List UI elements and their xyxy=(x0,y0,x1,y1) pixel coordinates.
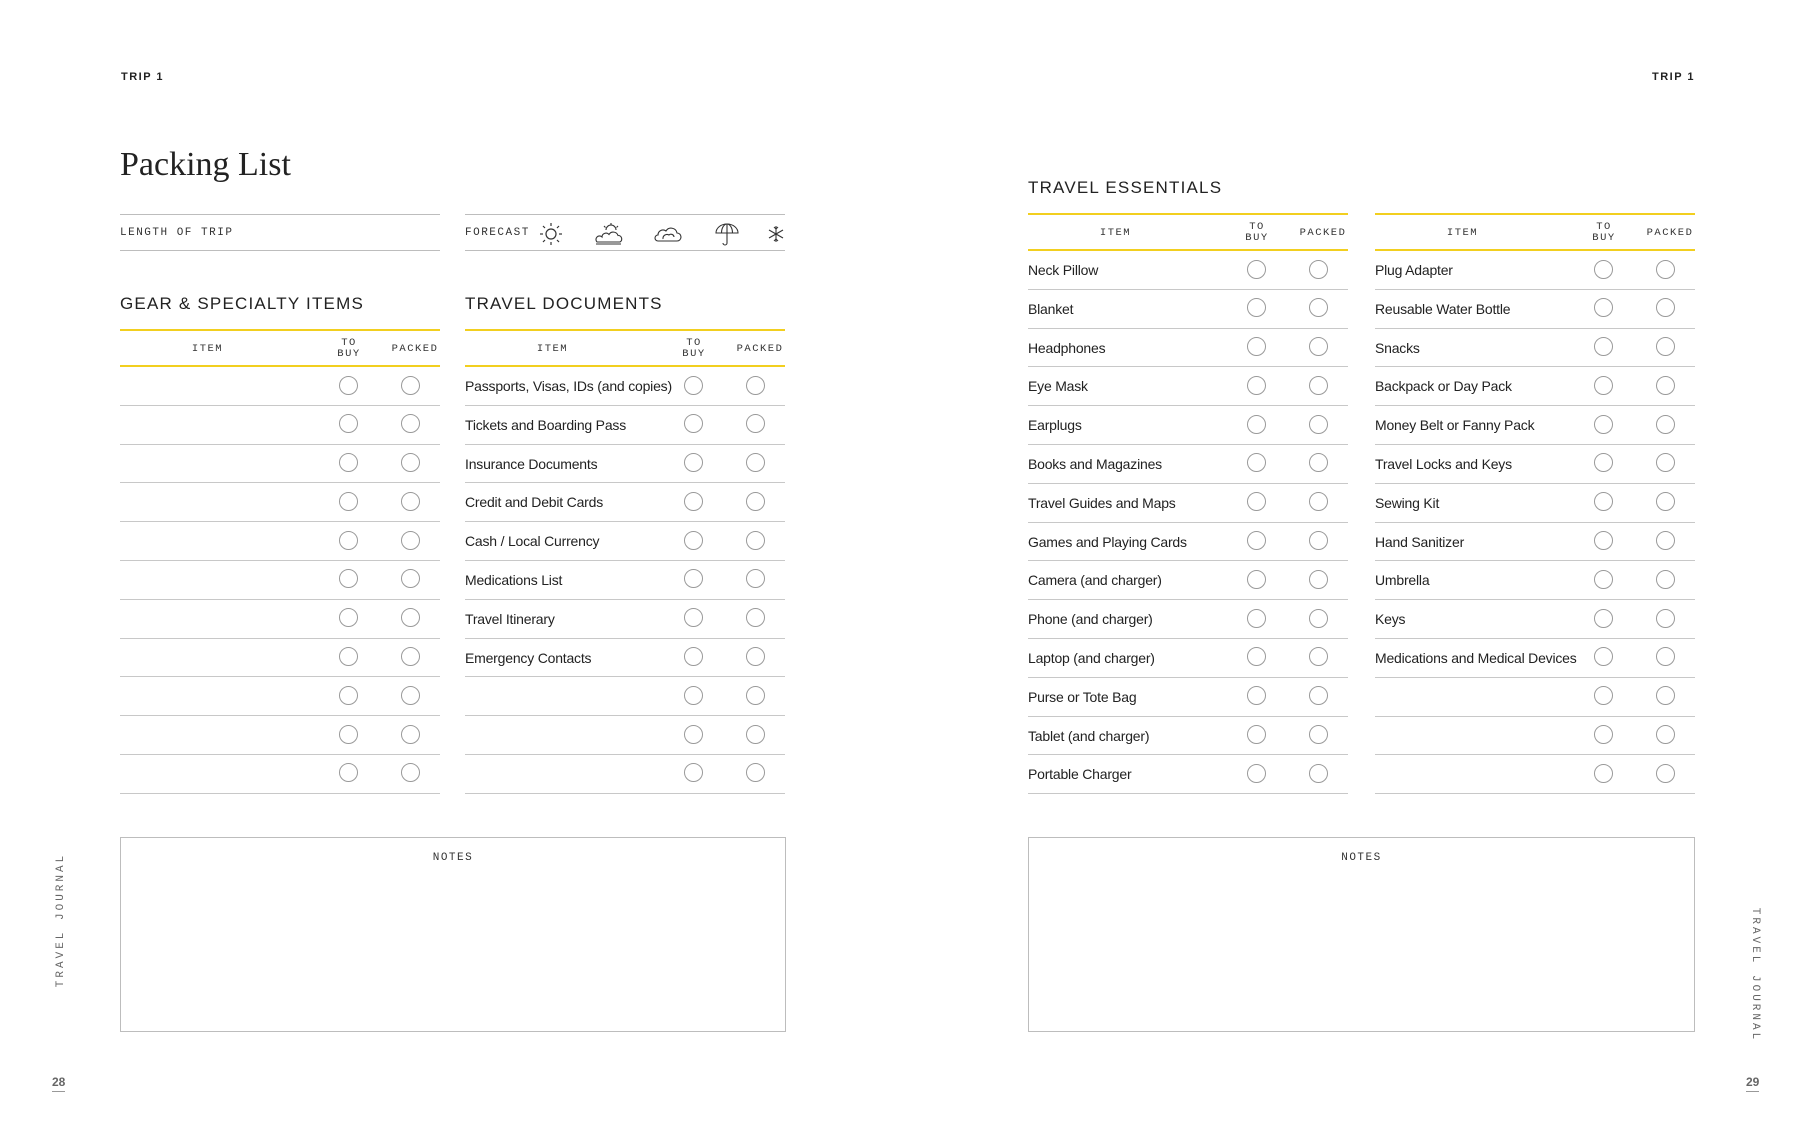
forecast-field xyxy=(465,214,785,251)
item-label[interactable]: Laptop (and charger) xyxy=(1028,649,1155,666)
table-row xyxy=(120,716,440,755)
to-buy-checkbox[interactable] xyxy=(684,414,703,433)
packed-checkbox[interactable] xyxy=(401,686,420,705)
packed-checkbox[interactable] xyxy=(1309,376,1328,395)
sun-icon[interactable] xyxy=(537,222,565,246)
table-row xyxy=(120,561,440,600)
table-row xyxy=(120,367,440,406)
table-row xyxy=(465,522,785,561)
essentials-left-rows xyxy=(1028,251,1348,794)
item-label[interactable]: Travel Locks and Keys xyxy=(1375,455,1512,472)
col-item-header: ITEM xyxy=(1099,227,1132,239)
item-label[interactable]: Travel Guides and Maps xyxy=(1028,494,1176,511)
packed-checkbox[interactable] xyxy=(401,453,420,472)
table-row xyxy=(1375,717,1695,756)
snowflake-icon[interactable] xyxy=(766,222,786,246)
table-row xyxy=(1375,639,1695,678)
to-buy-checkbox[interactable] xyxy=(1247,647,1266,666)
table-row xyxy=(1375,678,1695,717)
table-row xyxy=(1375,755,1695,794)
item-label[interactable]: Cash / Local Currency xyxy=(465,533,600,550)
item-label[interactable]: Purse or Tote Bag xyxy=(1028,688,1137,705)
length-of-trip-label: LENGTH OF TRIP xyxy=(120,227,234,239)
packed-checkbox[interactable] xyxy=(746,569,765,588)
table-row xyxy=(1375,523,1695,562)
to-buy-checkbox[interactable] xyxy=(1247,725,1266,744)
item-label[interactable]: Headphones xyxy=(1028,339,1106,356)
trip-header-left: TRIP 1 xyxy=(121,71,165,83)
table-row xyxy=(465,600,785,639)
to-buy-checkbox[interactable] xyxy=(1247,492,1266,511)
col-to-buy-header: TO BUY xyxy=(1245,221,1269,244)
to-buy-checkbox[interactable] xyxy=(1594,415,1613,434)
notes-label: NOTES xyxy=(432,852,474,864)
to-buy-checkbox[interactable] xyxy=(339,763,358,782)
packed-checkbox[interactable] xyxy=(1309,570,1328,589)
packed-checkbox[interactable] xyxy=(1309,337,1328,356)
to-buy-checkbox[interactable] xyxy=(1594,453,1613,472)
col-item-header: ITEM xyxy=(536,343,569,355)
side-label-left: TRAVEL JOURNAL xyxy=(55,852,67,988)
packed-checkbox[interactable] xyxy=(1309,260,1328,279)
col-packed-header: PACKED xyxy=(736,343,784,355)
partly-cloudy-icon[interactable] xyxy=(593,222,625,246)
table-row xyxy=(1028,755,1348,794)
trip-header-right: TRIP 1 xyxy=(1651,71,1695,83)
packed-checkbox[interactable] xyxy=(1656,531,1675,550)
documents-rows xyxy=(465,367,785,794)
to-buy-checkbox[interactable] xyxy=(339,376,358,395)
packed-checkbox[interactable] xyxy=(746,763,765,782)
packed-checkbox[interactable] xyxy=(401,531,420,550)
packed-checkbox[interactable] xyxy=(1309,531,1328,550)
table-row xyxy=(1028,367,1348,406)
to-buy-checkbox[interactable] xyxy=(684,492,703,511)
packed-checkbox[interactable] xyxy=(746,414,765,433)
to-buy-checkbox[interactable] xyxy=(1247,609,1266,628)
to-buy-checkbox[interactable] xyxy=(684,376,703,395)
col-to-buy-header: TO BUY xyxy=(337,337,361,360)
item-label[interactable]: Snacks xyxy=(1375,339,1420,356)
item-label[interactable]: Eye Mask xyxy=(1028,378,1088,395)
documents-section-title: TRAVEL DOCUMENTS xyxy=(465,294,663,313)
table-row xyxy=(1028,678,1348,717)
item-label[interactable]: Plug Adapter xyxy=(1375,262,1453,278)
to-buy-checkbox[interactable] xyxy=(1594,647,1613,666)
col-packed-header: PACKED xyxy=(1646,227,1694,239)
col-item-header: ITEM xyxy=(1446,227,1479,239)
item-label[interactable]: Money Belt or Fanny Pack xyxy=(1375,417,1535,434)
notes-box-left[interactable] xyxy=(120,837,786,1032)
packed-checkbox[interactable] xyxy=(746,531,765,550)
item-label[interactable]: Emergency Contacts xyxy=(465,649,592,666)
packed-checkbox[interactable] xyxy=(1656,764,1675,783)
packed-checkbox[interactable] xyxy=(1309,764,1328,783)
length-of-trip-field[interactable] xyxy=(120,214,440,251)
to-buy-checkbox[interactable] xyxy=(1594,531,1613,550)
to-buy-checkbox[interactable] xyxy=(1594,725,1613,744)
col-to-buy-header: TO BUY xyxy=(682,337,706,360)
packed-checkbox[interactable] xyxy=(746,376,765,395)
to-buy-checkbox[interactable] xyxy=(684,453,703,472)
table-row xyxy=(465,716,785,755)
essentials-table-left xyxy=(1028,213,1348,794)
table-row xyxy=(120,406,440,445)
notes-box-right[interactable] xyxy=(1028,837,1695,1032)
table-row xyxy=(1375,445,1695,484)
to-buy-checkbox[interactable] xyxy=(1247,298,1266,317)
packed-checkbox[interactable] xyxy=(1656,647,1675,666)
to-buy-checkbox[interactable] xyxy=(339,569,358,588)
to-buy-checkbox[interactable] xyxy=(1247,570,1266,589)
to-buy-checkbox[interactable] xyxy=(1247,415,1266,434)
to-buy-checkbox[interactable] xyxy=(1594,570,1613,589)
packed-checkbox[interactable] xyxy=(1656,609,1675,628)
table-row xyxy=(1028,251,1348,290)
packed-checkbox[interactable] xyxy=(1656,260,1675,279)
table-row xyxy=(1028,717,1348,756)
packed-checkbox[interactable] xyxy=(1656,453,1675,472)
item-label[interactable]: Tablet (and charger) xyxy=(1028,727,1150,744)
forecast-label: FORECAST xyxy=(465,227,530,239)
essentials-right-rows xyxy=(1375,251,1695,794)
table-row xyxy=(465,561,785,600)
to-buy-checkbox[interactable] xyxy=(684,763,703,782)
umbrella-icon[interactable] xyxy=(713,222,741,246)
to-buy-checkbox[interactable] xyxy=(1247,337,1266,356)
to-buy-checkbox[interactable] xyxy=(339,531,358,550)
table-row xyxy=(120,677,440,716)
table-row xyxy=(1028,329,1348,368)
to-buy-checkbox[interactable] xyxy=(684,531,703,550)
table-row xyxy=(465,755,785,794)
table-row xyxy=(120,483,440,522)
packed-checkbox[interactable] xyxy=(401,492,420,511)
packed-checkbox[interactable] xyxy=(1309,725,1328,744)
packed-checkbox[interactable] xyxy=(1309,492,1328,511)
gear-section-title: GEAR & SPECIALTY ITEMS xyxy=(120,294,364,313)
packed-checkbox[interactable] xyxy=(1309,609,1328,628)
to-buy-checkbox[interactable] xyxy=(684,686,703,705)
table-row xyxy=(1375,406,1695,445)
to-buy-checkbox[interactable] xyxy=(339,608,358,627)
item-label[interactable]: Phone (and charger) xyxy=(1028,611,1153,628)
table-row xyxy=(1375,290,1695,329)
to-buy-checkbox[interactable] xyxy=(684,647,703,666)
table-row xyxy=(465,483,785,522)
to-buy-checkbox[interactable] xyxy=(1594,298,1613,317)
table-row xyxy=(120,445,440,484)
packed-checkbox[interactable] xyxy=(1656,415,1675,434)
col-item-header: ITEM xyxy=(191,343,224,355)
packed-checkbox[interactable] xyxy=(746,725,765,744)
packed-checkbox[interactable] xyxy=(1656,492,1675,511)
packed-checkbox[interactable] xyxy=(401,725,420,744)
packed-checkbox[interactable] xyxy=(401,376,420,395)
to-buy-checkbox[interactable] xyxy=(339,686,358,705)
item-label[interactable]: Games and Playing Cards xyxy=(1028,533,1187,550)
table-row xyxy=(1028,445,1348,484)
packed-checkbox[interactable] xyxy=(746,686,765,705)
essentials-section-title: TRAVEL ESSENTIALS xyxy=(1028,178,1223,197)
to-buy-checkbox[interactable] xyxy=(1247,531,1266,550)
packed-checkbox[interactable] xyxy=(401,608,420,627)
item-label[interactable]: Keys xyxy=(1375,611,1406,628)
table-row xyxy=(1028,290,1348,329)
to-buy-checkbox[interactable] xyxy=(1594,492,1613,511)
item-label[interactable]: Medications List xyxy=(465,571,563,588)
packed-checkbox[interactable] xyxy=(1309,298,1328,317)
table-row xyxy=(1028,600,1348,639)
to-buy-checkbox[interactable] xyxy=(1594,686,1613,705)
table-row xyxy=(1028,639,1348,678)
item-label[interactable]: Travel Itinerary xyxy=(465,610,555,627)
packed-checkbox[interactable] xyxy=(1656,570,1675,589)
item-label[interactable]: Blanket xyxy=(1028,300,1074,317)
item-label[interactable]: Umbrella xyxy=(1375,572,1430,589)
table-row xyxy=(465,639,785,678)
packed-checkbox[interactable] xyxy=(1309,686,1328,705)
item-label[interactable]: Insurance Documents xyxy=(465,455,598,472)
packed-checkbox[interactable] xyxy=(746,608,765,627)
side-label-right: TRAVEL JOURNAL xyxy=(1749,907,1761,1043)
item-label[interactable]: Tickets and Boarding Pass xyxy=(465,416,627,433)
packed-checkbox[interactable] xyxy=(1309,647,1328,666)
table-row xyxy=(465,445,785,484)
packed-checkbox[interactable] xyxy=(1656,376,1675,395)
essentials-table-right xyxy=(1375,213,1695,794)
page-number-right: 29 xyxy=(1746,1075,1759,1092)
notes-label: NOTES xyxy=(1341,852,1382,864)
col-packed-header: PACKED xyxy=(1299,227,1347,239)
table-row xyxy=(465,367,785,406)
table-row xyxy=(1028,523,1348,562)
packed-checkbox[interactable] xyxy=(401,569,420,588)
packed-checkbox[interactable] xyxy=(1656,725,1675,744)
to-buy-checkbox[interactable] xyxy=(684,608,703,627)
packed-checkbox[interactable] xyxy=(1656,686,1675,705)
to-buy-checkbox[interactable] xyxy=(339,414,358,433)
col-packed-header: PACKED xyxy=(391,343,439,355)
to-buy-checkbox[interactable] xyxy=(1247,260,1266,279)
packed-checkbox[interactable] xyxy=(401,414,420,433)
to-buy-checkbox[interactable] xyxy=(1247,453,1266,472)
packed-checkbox[interactable] xyxy=(746,647,765,666)
packed-checkbox[interactable] xyxy=(1656,337,1675,356)
to-buy-checkbox[interactable] xyxy=(1247,376,1266,395)
to-buy-checkbox[interactable] xyxy=(1247,764,1266,783)
table-row xyxy=(1375,329,1695,368)
table-row xyxy=(1028,406,1348,445)
table-row xyxy=(465,406,785,445)
gear-table xyxy=(120,329,440,794)
table-row xyxy=(1375,484,1695,523)
table-row xyxy=(1375,367,1695,406)
table-row xyxy=(120,639,440,678)
item-label[interactable]: Hand Sanitizer xyxy=(1375,533,1465,550)
page-title: Packing List xyxy=(120,146,291,183)
gear-rows xyxy=(120,367,440,794)
item-label[interactable]: Camera (and charger) xyxy=(1028,572,1162,589)
to-buy-checkbox[interactable] xyxy=(1594,260,1613,279)
gear-table-header xyxy=(120,329,440,367)
item-label[interactable]: Backpack or Day Pack xyxy=(1375,378,1512,395)
packed-checkbox[interactable] xyxy=(746,492,765,511)
item-label[interactable]: Portable Charger xyxy=(1028,766,1132,783)
to-buy-checkbox[interactable] xyxy=(339,725,358,744)
col-to-buy-header: TO BUY xyxy=(1592,221,1616,244)
packed-checkbox[interactable] xyxy=(1656,298,1675,317)
documents-table-header xyxy=(465,329,785,367)
to-buy-checkbox[interactable] xyxy=(1594,376,1613,395)
table-row xyxy=(1028,561,1348,600)
item-label[interactable]: Earplugs xyxy=(1028,417,1082,434)
packed-checkbox[interactable] xyxy=(1309,453,1328,472)
packed-checkbox[interactable] xyxy=(401,763,420,782)
packed-checkbox[interactable] xyxy=(1309,415,1328,434)
to-buy-checkbox[interactable] xyxy=(684,725,703,744)
to-buy-checkbox[interactable] xyxy=(339,492,358,511)
packed-checkbox[interactable] xyxy=(746,453,765,472)
to-buy-checkbox[interactable] xyxy=(1594,764,1613,783)
cloud-icon[interactable] xyxy=(653,222,683,246)
item-label[interactable]: Medications and Medical Devices xyxy=(1375,649,1577,666)
table-row xyxy=(120,755,440,794)
table-row xyxy=(120,522,440,561)
to-buy-checkbox[interactable] xyxy=(1594,337,1613,356)
essentials-right-header xyxy=(1375,213,1695,251)
to-buy-checkbox[interactable] xyxy=(684,569,703,588)
table-row xyxy=(1375,251,1695,290)
item-label[interactable]: Books and Magazines xyxy=(1028,455,1162,472)
documents-table xyxy=(465,329,785,794)
table-row xyxy=(1028,484,1348,523)
essentials-left-header xyxy=(1028,213,1348,251)
item-label[interactable]: Reusable Water Bottle xyxy=(1375,300,1511,317)
to-buy-checkbox[interactable] xyxy=(339,647,358,666)
page-number-left: 28 xyxy=(52,1075,65,1092)
table-row xyxy=(1375,600,1695,639)
table-row xyxy=(120,600,440,639)
to-buy-checkbox[interactable] xyxy=(1594,609,1613,628)
item-label[interactable]: Neck Pillow xyxy=(1028,262,1099,278)
table-row xyxy=(465,677,785,716)
table-row xyxy=(1375,561,1695,600)
packed-checkbox[interactable] xyxy=(401,647,420,666)
item-label[interactable]: Passports, Visas, IDs (and copies) xyxy=(465,378,672,394)
to-buy-checkbox[interactable] xyxy=(1247,686,1266,705)
to-buy-checkbox[interactable] xyxy=(339,453,358,472)
item-label[interactable]: Credit and Debit Cards xyxy=(465,494,603,511)
item-label[interactable]: Sewing Kit xyxy=(1375,494,1440,511)
